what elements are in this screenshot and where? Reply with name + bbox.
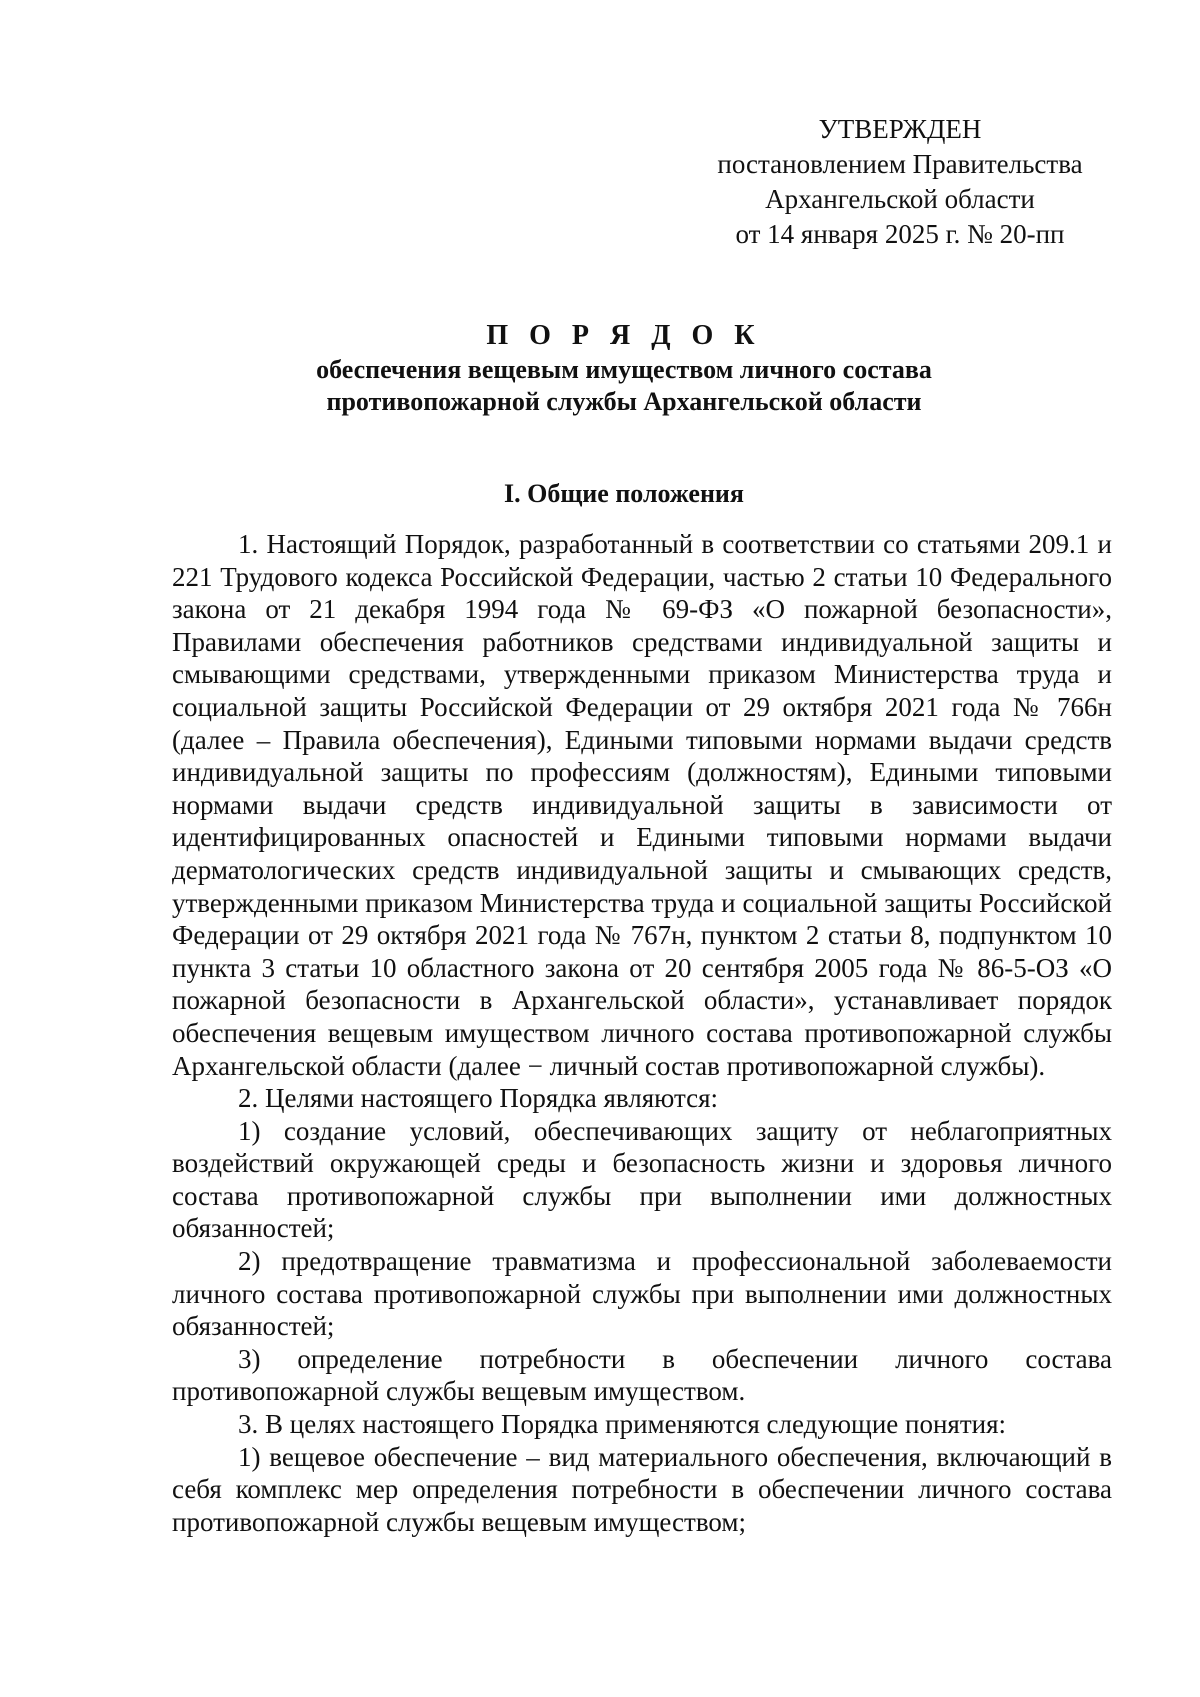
section-heading: I. Общие положения xyxy=(504,479,744,508)
approval-line-date-number: от 14 января 2025 г. № 20-пп xyxy=(735,219,1065,249)
approval-line-region: Архангельской области xyxy=(765,184,1035,214)
approval-line-approved: УТВЕРЖДЕН xyxy=(818,114,982,144)
paragraph-2-item-1: 1) создание условий, обеспечивающих защиту от неблагоприятных воздействий окружающей среды и безопасность жизни и здоровья личного состава противопожарной службы при выполнении ими должностных обязанностей; xyxy=(172,1115,1112,1244)
document-title-subtitle-line-2: противопожарной службы Архангельской области xyxy=(326,387,922,416)
document-title-subtitle-line-1: обеспечения вещевым имуществом личного состава xyxy=(316,355,932,384)
paragraph-1: 1. Настоящий Порядок, разработанный в соответствии со статьями 209.1 и 221 Трудового кодекса Российской Федерации, частью 2 статьи 10 Федерального закона от 21 декабря 1994 года № 69-ФЗ «О пожарной безопасности», Правилами обеспечения работников средствами индивидуальной защиты и смывающими средствами, утвержденными приказом Министерства труда и социальной защиты Российской Федерации от 29 октября 2021 года № 766н (далее – Правила обеспечения), Едиными типовыми нормами выдачи средств индивидуальной защиты по профессиям (должностям), Едиными типовыми нормами выдачи средств индивидуальной защиты в зависимости от идентифицированных опасностей и Едиными типовыми нормами выдачи дерматологических средств индивидуальной защиты и смывающих средств, утвержденными приказом Министерства труда и социальной защиты Российской Федерации от 29 октября 2021 года № 767н, пунктом 2 статьи 8, подпунктом 10 пункта 3 статьи 10 областного закона от 20 сентября 2005 года № 86-5-ОЗ «О пожарной безопасности в Архангельской области», устанавливает порядок обеспечения вещевым имуществом личного состава противопожарной службы Архангельской области (далее − личный состав противопожарной службы). xyxy=(172,529,1112,1081)
document-title-main: П О Р Я Д О К xyxy=(486,320,762,351)
paragraph-3: 3. В целях настоящего Порядка применяются следующие понятия: xyxy=(238,1409,1007,1440)
paragraph-3-item-1: 1) вещевое обеспечение – вид материального обеспечения, включающий в себя комплекс мер определения потребности в обеспечении личного состава противопожарной службы вещевым имуществом; xyxy=(172,1441,1112,1537)
paragraph-2-item-2: 2) предотвращение травматизма и профессиональной заболеваемости личного состава противопожарной службы при выполнении ими должностных обязанностей; xyxy=(172,1246,1112,1342)
document-title xyxy=(172,318,1076,418)
paragraph-2-item-3: 3) определение потребности в обеспечении личного состава противопожарной службы вещевым имуществом. xyxy=(172,1343,1112,1407)
approval-stamp xyxy=(690,112,1110,252)
approval-line-resolution: постановлением Правительства xyxy=(717,149,1083,179)
document-body xyxy=(172,528,1112,1538)
paragraph-2: 2. Целями настоящего Порядка являются: xyxy=(238,1083,719,1114)
